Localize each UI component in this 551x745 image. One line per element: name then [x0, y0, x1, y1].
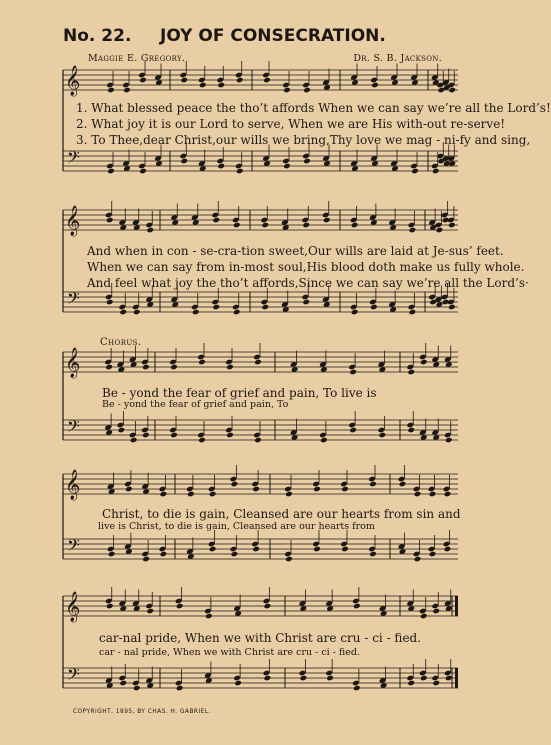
- chorus-line-2-main: Christ, to die is gain, Cleansed are our hearts from sin and: [102, 507, 461, 521]
- treble-note: [448, 222, 456, 229]
- bass-note: [444, 546, 452, 553]
- bass-note: [217, 163, 225, 170]
- treble-note: [261, 222, 269, 229]
- bass-note: [407, 427, 415, 434]
- treble-clef-icon: 𝄞: [65, 66, 81, 96]
- treble-note: [236, 77, 244, 84]
- bass-note: [261, 304, 269, 311]
- treble-note: [170, 364, 178, 371]
- bass-clef-icon: 𝄢: [67, 288, 80, 312]
- bass-note: [192, 309, 200, 316]
- treble-note: [263, 77, 271, 84]
- bass-note: [370, 304, 378, 311]
- treble-note: [146, 227, 154, 234]
- treble-note: [139, 77, 147, 84]
- verse-2-line-1: 2. What joy it is our Lord to serve, When we are His with-out re-serve!: [76, 117, 506, 131]
- bass-note: [411, 168, 419, 175]
- bass-note: [283, 163, 291, 170]
- bass-note: [106, 299, 114, 306]
- treble-note: [407, 369, 415, 376]
- bass-note: [285, 556, 293, 563]
- treble-note: [212, 217, 220, 224]
- bass-note: [445, 437, 453, 444]
- treble-note: [180, 77, 188, 84]
- bass-note: [429, 551, 437, 558]
- bass-note: [107, 168, 115, 175]
- bass-note: [369, 551, 377, 558]
- bass-note: [133, 685, 141, 692]
- treble-note: [420, 613, 428, 620]
- treble-note: [146, 608, 154, 615]
- treble-note: [432, 608, 440, 615]
- bass-note: [313, 546, 321, 553]
- bass-note: [407, 680, 415, 687]
- treble-note: [420, 359, 428, 366]
- bass-note: [445, 675, 453, 682]
- bass-note: [320, 437, 328, 444]
- treble-note: [107, 87, 115, 94]
- treble-note: [409, 227, 417, 234]
- bass-note: [142, 432, 150, 439]
- bass-clef-icon: 𝄢: [67, 147, 80, 171]
- bass-note: [448, 304, 456, 311]
- treble-note: [231, 481, 239, 488]
- final-barline-thick: [455, 596, 458, 616]
- treble-note: [187, 491, 195, 498]
- chorus-line-3-main: car-nal pride, When we with Christ are cru - ci - fied.: [99, 631, 422, 645]
- treble-note: [369, 481, 377, 488]
- chorus-line-1-main: Be - yond the fear of grief and pain, To live is: [102, 386, 377, 400]
- bass-note: [414, 556, 422, 563]
- verse-1-line-1: 1. What blessed peace the tho’t affords When we can say we’re all the Lord’s!: [76, 101, 551, 115]
- composer-credit: Dr. S. B. Jackson.: [353, 53, 442, 64]
- bass-note: [170, 432, 178, 439]
- treble-clef-icon: 𝄞: [65, 470, 81, 500]
- bass-note: [119, 309, 127, 316]
- bass-note: [254, 437, 262, 444]
- bass-note: [420, 675, 428, 682]
- final-barline-thick: [455, 668, 458, 688]
- treble-note: [349, 369, 357, 376]
- treble-note: [351, 222, 359, 229]
- bass-note: [351, 309, 359, 316]
- bass-note: [264, 675, 272, 682]
- bass-note: [119, 680, 127, 687]
- treble-note: [264, 603, 272, 610]
- treble-note: [252, 486, 260, 493]
- treble-note: [205, 613, 213, 620]
- verse-1-line-2: And when in con - se-cra-tion sweet,Our wills are laid at Je-sus’ feet.: [87, 244, 504, 258]
- treble-note: [371, 82, 379, 89]
- bass-note: [233, 309, 241, 316]
- bass-note: [160, 551, 168, 558]
- treble-note: [176, 603, 184, 610]
- treble-note: [429, 491, 437, 498]
- treble-note: [444, 491, 452, 498]
- bass-note: [118, 427, 126, 434]
- treble-note: [353, 603, 361, 610]
- chorus-line-3-lower: car - nal pride, When we with Christ are cru - ci - fied.: [99, 647, 360, 658]
- bass-note: [139, 168, 147, 175]
- treble-note: [226, 364, 234, 371]
- treble-note: [142, 364, 150, 371]
- treble-note: [209, 491, 217, 498]
- bass-note: [300, 675, 308, 682]
- hymn-number: No. 22.: [63, 26, 132, 46]
- bass-note: [353, 685, 361, 692]
- bass-note: [432, 680, 440, 687]
- verse-3-line-1: 3. To Thee,dear Christ,our wills we bring,Thy love we mag - ni-fy and sing,: [76, 133, 531, 147]
- bass-note: [349, 427, 357, 434]
- treble-note: [254, 359, 262, 366]
- bass-note: [226, 432, 234, 439]
- treble-note: [123, 87, 131, 94]
- bass-note: [341, 546, 349, 553]
- bass-note: [180, 158, 188, 165]
- bass-note: [326, 675, 334, 682]
- bass-clef-icon: 𝄢: [67, 664, 80, 688]
- treble-note: [399, 481, 407, 488]
- bass-note: [303, 158, 311, 165]
- treble-note: [302, 222, 310, 229]
- treble-note: [436, 227, 444, 234]
- bass-note: [252, 546, 260, 553]
- verse-2-line-2: When we can say from in-most soul,His blood doth make us fully whole.: [87, 260, 525, 274]
- bass-note: [142, 556, 150, 563]
- bass-note: [236, 168, 244, 175]
- treble-note: [285, 491, 293, 498]
- bass-note: [133, 309, 141, 316]
- treble-clef-icon: 𝄞: [65, 348, 81, 378]
- bass-clef-icon: 𝄢: [67, 416, 80, 440]
- treble-note: [414, 491, 422, 498]
- treble-note: [323, 217, 331, 224]
- bass-note: [198, 437, 206, 444]
- lyricist-credit: Maggie E. Gregory.: [88, 53, 186, 64]
- bass-note: [409, 309, 417, 316]
- verse-3-line-2: And feel what joy the tho’t affords,Since we can say we’re all the Lord’s·: [87, 276, 529, 290]
- treble-note: [198, 359, 206, 366]
- treble-note: [233, 222, 241, 229]
- treble-note: [313, 486, 321, 493]
- treble-note: [105, 364, 113, 371]
- bass-note: [209, 546, 217, 553]
- bass-clef-icon: 𝄢: [67, 535, 80, 559]
- bass-note: [176, 685, 184, 692]
- treble-note: [125, 486, 133, 493]
- copyright-notice: COPYRIGHT, 1895, BY CHAS. H. GABRIEL.: [73, 709, 211, 715]
- treble-note: [106, 603, 114, 610]
- treble-note: [106, 217, 114, 224]
- chorus-line-2-lower: live is Christ, to die is gain, Cleansed are our hearts from: [98, 521, 375, 532]
- treble-note: [341, 486, 349, 493]
- bass-note: [130, 437, 138, 444]
- treble-note: [199, 82, 207, 89]
- bass-note: [108, 551, 116, 558]
- treble-note: [283, 87, 291, 94]
- bass-note: [379, 432, 387, 439]
- treble-clef-icon: 𝄞: [65, 206, 81, 236]
- treble-note: [217, 82, 225, 89]
- treble-note: [303, 87, 311, 94]
- chorus-line-1-lower: Be - yond the fear of grief and pain, To: [102, 399, 289, 410]
- chorus-label: Chorus.: [100, 337, 142, 348]
- hymn-title: JOY OF CONSECRATION.: [160, 26, 386, 46]
- bass-note: [212, 304, 220, 311]
- bass-note: [432, 168, 440, 175]
- bass-note: [231, 551, 239, 558]
- bass-note: [234, 680, 242, 687]
- bass-note: [302, 299, 310, 306]
- treble-clef-icon: 𝄞: [65, 592, 81, 622]
- treble-note: [160, 491, 168, 498]
